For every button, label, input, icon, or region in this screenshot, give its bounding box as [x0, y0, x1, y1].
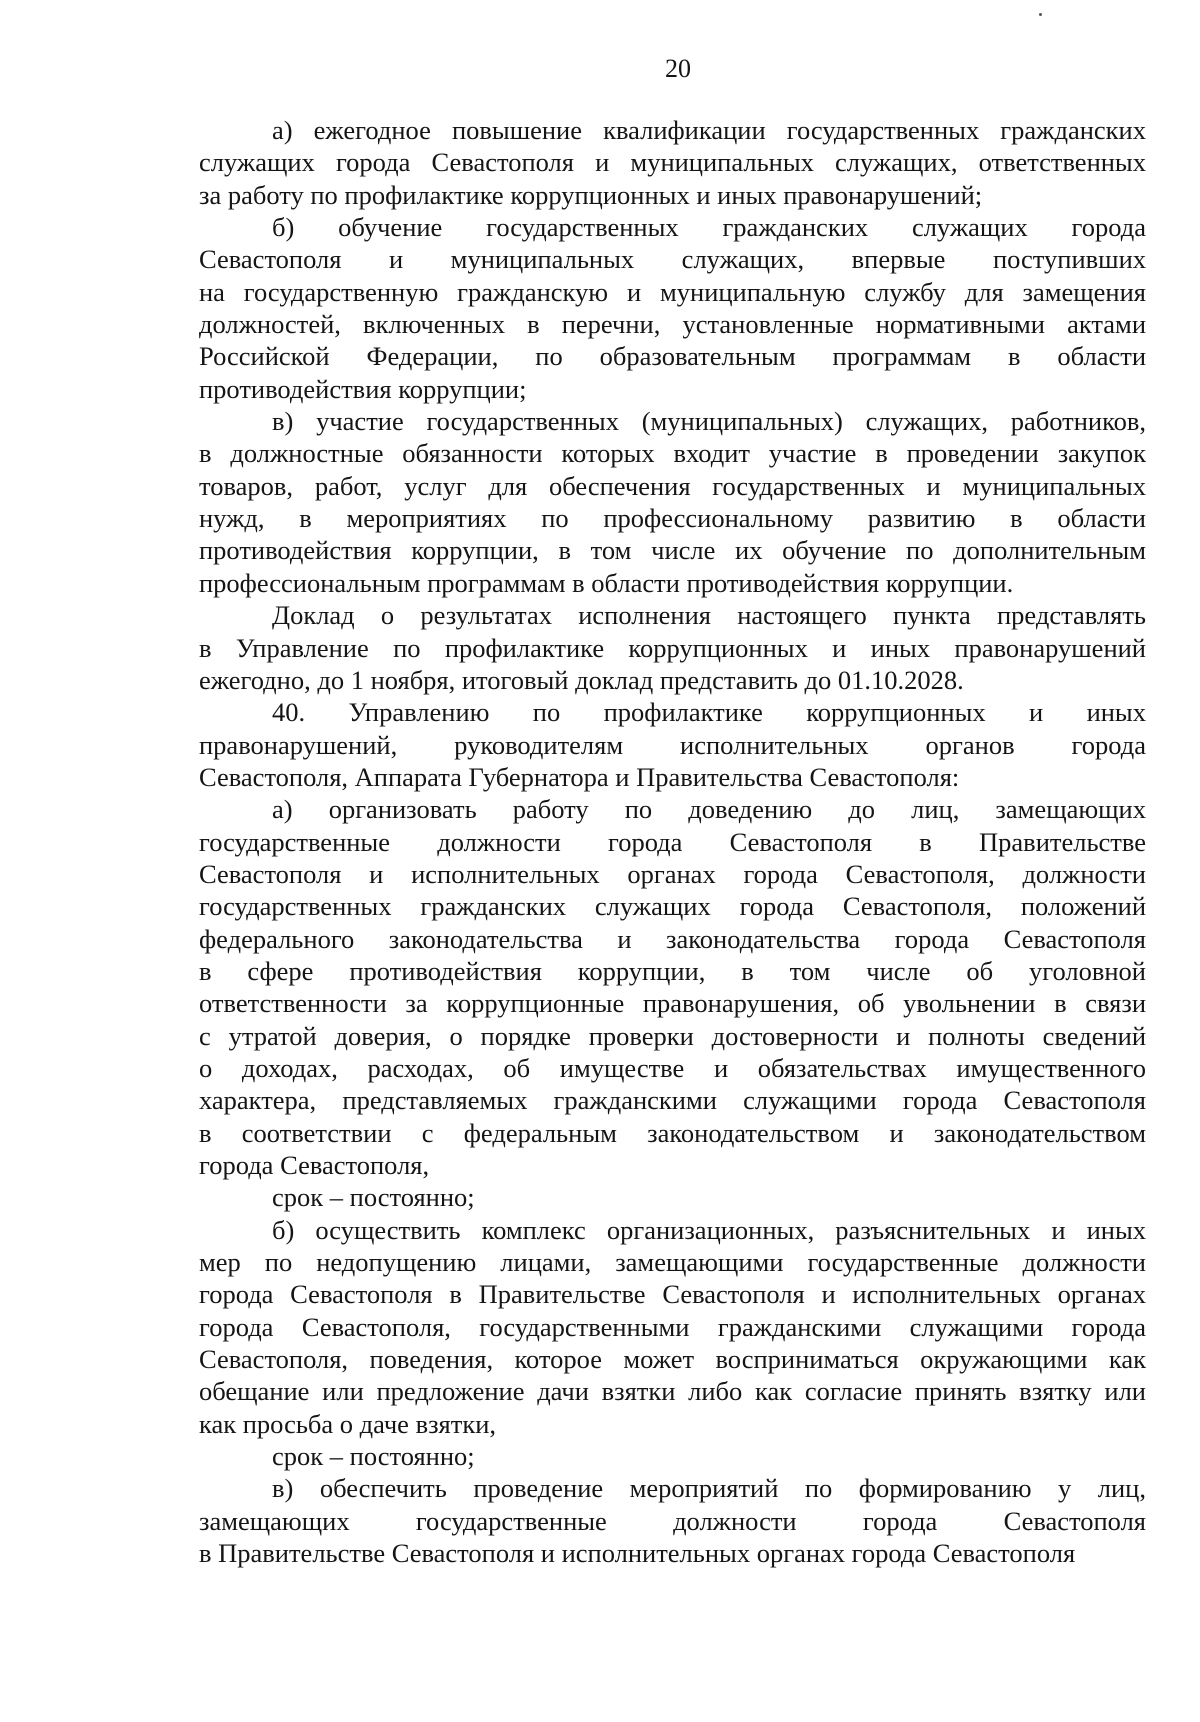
text-line: должностей, включенных в перечни, установленные нормативными актами: [199, 309, 1146, 340]
text-line: ежегодно, до 1 ноября, итоговый доклад представить до 01.10.2028.: [199, 664, 964, 695]
text-line: в соответствии с федеральным законодательством и законодательством: [199, 1117, 1146, 1148]
text-line: мер по недопущению лицами, замещающими государственные должности: [199, 1247, 1146, 1278]
text-line: срок – постоянно;: [272, 1182, 475, 1213]
text-line: города Севастополя в Правительстве Севастополя и исполнительных органах: [199, 1279, 1146, 1310]
text-line: 40. Управлению по профилактике коррупционных и иных: [272, 697, 1146, 728]
text-line: обещание или предложение дачи взятки либо как согласие принять взятку или: [199, 1376, 1146, 1407]
paragraph-item-40-a: [199, 793, 1146, 1181]
text-line: с утратой доверия, о порядке проверки достоверности и полноты сведений: [199, 1020, 1146, 1051]
text-line: в) участие государственных (муниципальных) служащих, работников,: [272, 406, 1146, 437]
text-line: Севастополя, Аппарата Губернатора и Правительства Севастополя:: [199, 761, 960, 792]
text-line: а) организовать работу по доведению до лиц, замещающих: [272, 794, 1146, 825]
text-line: а) ежегодное повышение квалификации государственных гражданских: [272, 115, 1146, 145]
text-line: б) осуществить комплекс организационных, разъяснительных и иных: [272, 1214, 1146, 1245]
text-line: Севастополя и муниципальных служащих, впервые поступивших: [199, 244, 1146, 275]
paragraph-report: [199, 599, 1146, 696]
text-line: Российской Федерации, по образовательным программам в области: [199, 341, 1146, 372]
document-body: [199, 114, 1146, 1569]
text-line: служащих города Севастополя и муниципальных служащих, ответственных: [199, 147, 1146, 178]
text-line: противодействия коррупции, в том числе их обучение по дополнительным: [199, 535, 1146, 566]
text-line: срок – постоянно;: [272, 1441, 475, 1472]
text-line: о доходах, расходах, об имуществе и обязательствах имущественного: [199, 1052, 1146, 1083]
paragraph-deadline-2: [199, 1440, 1146, 1472]
paragraph-item-40: [199, 696, 1146, 793]
text-line: замещающих государственные должности города Севастополя: [199, 1505, 1146, 1536]
scan-speck: [1039, 13, 1042, 16]
paragraph-item-v-1: [199, 405, 1146, 599]
paragraph-item-40-b: [199, 1214, 1146, 1440]
text-line: в) обеспечить проведение мероприятий по формированию у лиц,: [272, 1473, 1146, 1504]
paragraph-item-40-v: [199, 1472, 1146, 1569]
text-line: противодействия коррупции;: [199, 373, 527, 404]
text-line: товаров, работ, услуг для обеспечения государственных и муниципальных: [199, 470, 1146, 501]
text-line: города Севастополя,: [199, 1150, 430, 1180]
paragraph-item-b-1: [199, 211, 1146, 405]
text-line: Севастополя, поведения, которое может восприниматься окружающими как: [199, 1344, 1146, 1375]
text-line: как просьба о даче взятки,: [199, 1408, 496, 1439]
text-line: ответственности за коррупционные правонарушения, об увольнении в связи: [199, 988, 1146, 1019]
text-line: в Управление по профилактике коррупционных и иных правонарушений: [199, 632, 1146, 663]
text-line: в Правительстве Севастополя и исполнительных органах города Севастополя: [199, 1538, 1076, 1569]
text-line: Севастополя и исполнительных органах города Севастополя, должности: [199, 858, 1146, 889]
text-line: профессиональным программам в области противодействия коррупции.: [199, 567, 1014, 598]
text-line: федерального законодательства и законодательства города Севастополя: [199, 923, 1146, 954]
text-line: государственные должности города Севастополя в Правительстве: [199, 826, 1146, 857]
text-line: правонарушений, руководителям исполнительных органов города: [199, 729, 1146, 760]
text-line: города Севастополя, государственными гражданскими служащими города: [199, 1311, 1146, 1342]
text-line: нужд, в мероприятиях по профессиональному развитию в области: [199, 503, 1146, 534]
text-line: Доклад о результатах исполнения настоящего пункта представлять: [272, 600, 1146, 631]
text-line: на государственную гражданскую и муниципальную службу для замещения: [199, 276, 1146, 307]
text-line: характера, представляемых гражданскими служащими города Севастополя: [199, 1085, 1146, 1116]
paragraph-item-a-1: [199, 114, 1146, 211]
page-number: 20: [665, 54, 691, 83]
text-line: государственных гражданских служащих города Севастополя, положений: [199, 891, 1146, 922]
text-line: б) обучение государственных гражданских служащих города: [272, 212, 1146, 243]
paragraph-deadline-1: [199, 1181, 1146, 1213]
text-line: в должностные обязанности которых входит участие в проведении закупок: [199, 438, 1146, 469]
text-line: за работу по профилактике коррупционных и иных правонарушений;: [199, 179, 983, 210]
text-line: в сфере противодействия коррупции, в том числе об уголовной: [199, 955, 1146, 986]
